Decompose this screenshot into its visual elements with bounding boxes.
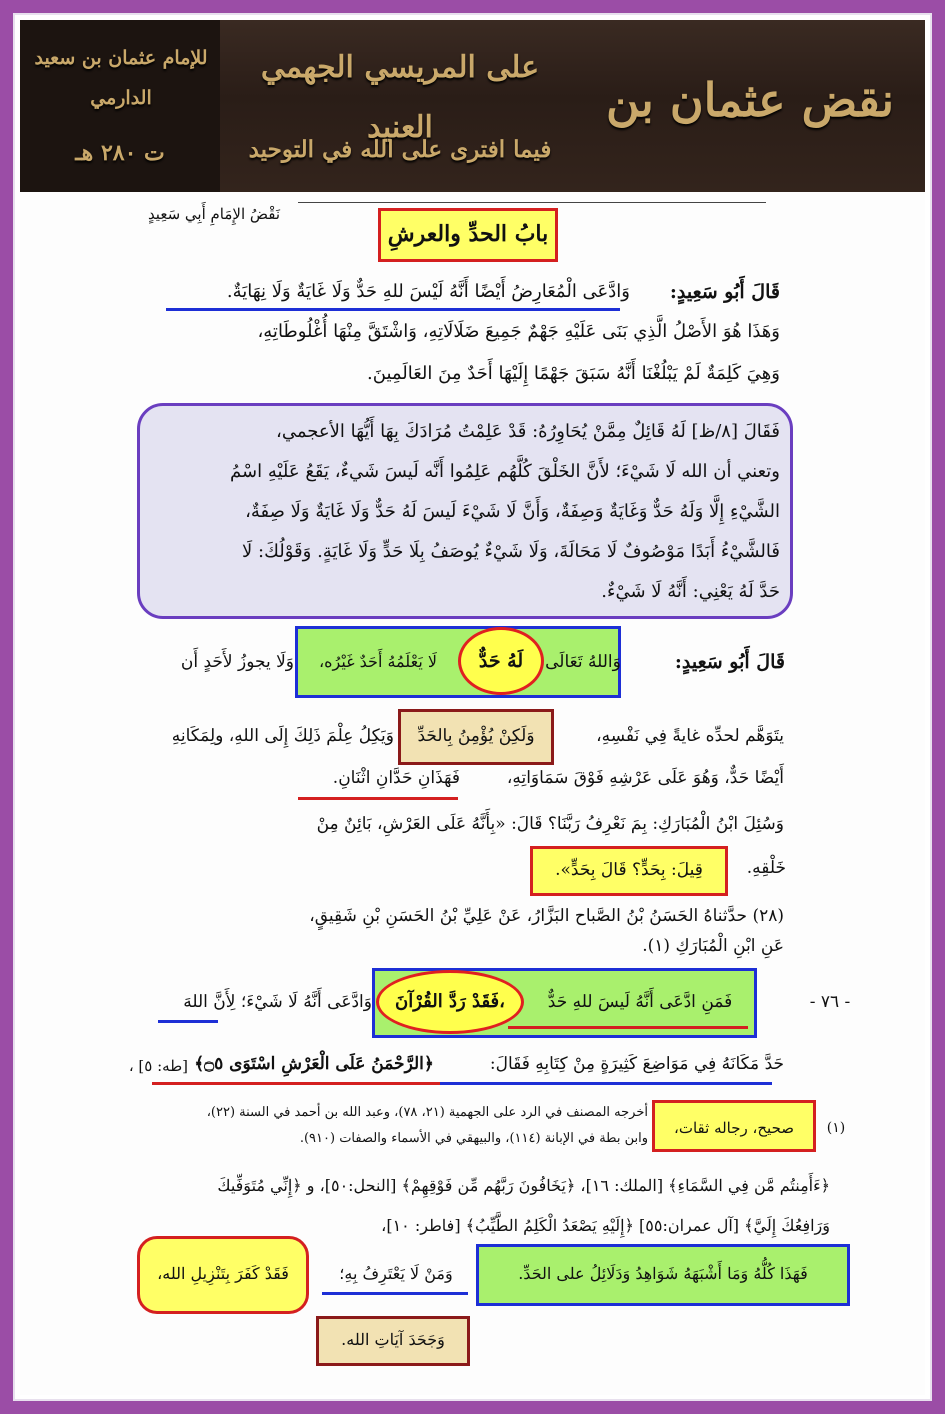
para5-verse: ﴿الرَّحْمَنُ عَلَى الْعَرْشِ اسْتَوَى ۝٥﴾	[194, 1054, 434, 1074]
para2-line2b: وَيَكِلُ عِلْمَ ذَلِكَ إِلَى اللهِ، ولِمَكَانِهِ	[171, 726, 394, 746]
para2-line3a: أَيْضًا حَدٌّ، وَهُوَ عَلَى عَرْشِهِ فَوْقَ سَمَاوَاتِهِ،	[506, 768, 784, 788]
conclusion-underline	[322, 1292, 468, 1295]
para2-tail: وَلَا يجوزُ لأَحَدٍ أَن	[180, 652, 294, 672]
footnote-line-1: أخرجه المصنف في الرد على الجهمية (٢١، ٧٨)، وعبد الله بن أحمد في السنة (٢٢)،	[206, 1105, 648, 1120]
para2-green-b: لَا يَعْلَمُهُ أَحَدٌ غَيْرُه،	[319, 652, 437, 671]
conclusion-yellow: فَقَدْ كَفَرَ بِتَنْزِيلِ الله،	[157, 1264, 289, 1283]
footnote-line-2: وابن بطة في الإبانة (١١٤)، والبيهقي في الأسماء والصفات (٩١٠).	[299, 1131, 648, 1146]
para5-underline-4	[440, 1082, 772, 1085]
para3-yellow: قِيلَ: بِحَدٍّ؟ قَالَ بِحَدٍّ».	[555, 860, 703, 880]
book-main-title: نقض عثمان بن	[606, 73, 894, 127]
book-sub-title-2: فيما افترى على الله في التوحيد	[248, 136, 552, 163]
para3-line2a: خَلْقِهِ.	[746, 858, 786, 878]
quote-line-3: الشَّيْءِ إِلَّا وَلَهُ حَدٌّ وَغَايَةٌ وَصِفَةٌ، وَأَنَّ لَا شَيْءَ لَيسَ لَهُ حَدٌّ وَلَا غَايَةٌ وَلَا صِفَةٌ،	[245, 501, 780, 522]
para3-line1: وَسُئِلَ ابْنُ الْمُبَارَكِ: بِمَ نَعْرِفُ رَبَّنَا؟ قَالَ: «بِأَنَّهُ عَلَى العَرْشِ، بَائِنٌ مِنْ	[316, 814, 784, 834]
footnote-grade: صحيح، رجاله ثقات،	[674, 1119, 794, 1137]
highlight-oval-quran: فَقَدْ رَدَّ القُرْآنَ،	[376, 970, 524, 1034]
para2-line2a: يتَوَهَّم لحدِّه غايةً فِي نَفْسِهِ،	[596, 726, 784, 746]
para5-underline-3	[152, 1082, 440, 1085]
conclusion-middle: وَمَنْ لَا يَعْتَرِفُ بِهِ؛	[339, 1264, 453, 1283]
para2-tan: وَلَكِنْ يُؤْمِنُ بِالحَدِّ	[417, 726, 535, 746]
para1-line2: وَهَذَا هُوَ الأَصْلُ الَّذِي بَنَى عَلَيْهِ جَهْمٌ جَمِيعَ ضَلَالَاتِهِ، وَاشْتَقَّ مِنْهَا أُغْلُوطَاتِهِ،	[257, 321, 780, 342]
para2-speaker: قَالَ أَبُو سَعِيدٍ:	[674, 651, 785, 673]
death-year: ت ٢٨٠ هـ	[75, 140, 165, 166]
verses-line-2: وَرَافِعُكَ إِلَيَّ﴾ [آل عمران:٥٥] ﴿إِلَيْهِ يَصْعَدُ الْكَلِمُ الطَّيِّبُ﴾ [فاطر: ١٠]،	[381, 1216, 830, 1235]
para1-underline	[166, 308, 620, 311]
verses-line-1: ﴿ءَأَمِنتُم مَّن فِي السَّمَاءِ﴾ [الملك: ١٦]، ﴿يَخَافُونَ رَبَّهُم مِّن فَوْقِهِمْ﴾ [النحل:٥٠]، و ﴿إِنِّي مُتَوَفِّيكَ	[217, 1176, 830, 1195]
para5-ref: [طه: ٥] ،	[128, 1057, 188, 1075]
para1-line3: وَهِيَ كَلِمَةٌ لَمْ يَبْلُغْنَا أَنَّهُ سَبَقَ جَهْمًا إِلَيْهَا أَحَدٌ مِنَ العَالَمِينَ.	[367, 363, 780, 384]
quote-line-2: وتعني أن الله لَا شَيْءَ؛ لأَنَّ الخَلْقَ كُلَّهُم عَلِمُوا أَنَّه لَيسَ شَيءٌ، يَقَعُ عَلَيْهِ اسْمُ	[230, 461, 780, 482]
quote-line-4: فَالشَّيْءُ أَبَدًا مَوْصُوفٌ لَا مَحَالَةَ، وَلَا شَيْءٌ يُوصَفُ بِلَا حَدٍّ وَلَا غَايَةٍ. وَقَوْلُكَ: لَا	[242, 541, 780, 562]
chapter-title: بابُ الحدِّ والعرشِ	[387, 221, 549, 247]
para5-underline-1	[508, 1026, 748, 1029]
para4-line1: (٢٨) حدَّثناهُ الحَسَنُ بْنُ الصَّباح البَزَّارُ، عَنْ عَلِيِّ بْنُ الحَسَنِ بْنِ شَقِيقٍ،	[309, 906, 784, 926]
running-head: نَقْضُ الإِمَامِ أَبِي سَعِيدٍ	[147, 205, 281, 223]
page-number: - ٧٦ -	[809, 992, 851, 1012]
para5-underline-2	[158, 1020, 218, 1023]
footnote-number: (١)	[826, 1120, 846, 1136]
author-name: للإمام عثمان بن سعيد الدارمي	[34, 47, 208, 109]
conclusion-tan: وَجَحَدَ آيَاتِ الله.	[341, 1330, 445, 1349]
quote-line-1: فَقَالَ [٨/ظ] لَهُ قَائِلٌ مِمَّنْ يُحَاوِرُهُ: قَدْ عَلِمْتُ مُرَادَكَ بِهَا أَيُّهَا الأعجمي،	[276, 421, 780, 442]
para4-line2: عَنِ ابْنِ الْمُبَارَكِ (١).	[642, 936, 784, 956]
para2-green-a: وَاللهُ تَعَالَى	[545, 652, 621, 672]
book-cover-banner	[20, 20, 925, 192]
para2-line3b: فَهَذَانِ حَدَّانِ اثْنَانِ.	[332, 768, 460, 788]
quote-line-5: حَدَّ لَهُ يَعْنِي: أَنَّهُ لَا شَيْءٌ.	[601, 581, 780, 602]
top-rule	[298, 202, 766, 203]
para1-claim: وَادَّعَى الْمُعَارِضُ أَيْضًا أَنَّهُ لَيْسَ للهِ حَدٌّ وَلَا غَايَةٌ وَلَا نِهَايَةٌ.	[226, 281, 630, 302]
para5-green-a: فَمَنِ ادَّعَى أَنَّهُ لَيسَ للهِ حَدٌّ	[547, 992, 733, 1012]
conclusion-green: فَهَذَا كُلُّهُ وَمَا أَشْبَهَهُ شَوَاهِدُ وَدَلَائِلُ على الحَدِّ.	[518, 1264, 808, 1283]
para5-tail: وَادَّعَى أَنَّهُ لَا شَيْءَ؛ لِأَنَّ اللهَ	[183, 992, 372, 1012]
para5-line2a: حَدَّ مَكَانَهُ فِي مَوَاضِعَ كَثِيرَةٍ مِنْ كِتَابِهِ فَقَالَ:	[489, 1054, 784, 1074]
book-sub-title: على المريسي الجهمي العنيد	[260, 50, 540, 145]
para1-speaker: قَالَ أَبُو سَعِيدٍ:	[669, 281, 780, 303]
highlight-oval-had: لَهُ حَدٌّ	[458, 627, 544, 695]
para2-underline	[298, 797, 458, 800]
